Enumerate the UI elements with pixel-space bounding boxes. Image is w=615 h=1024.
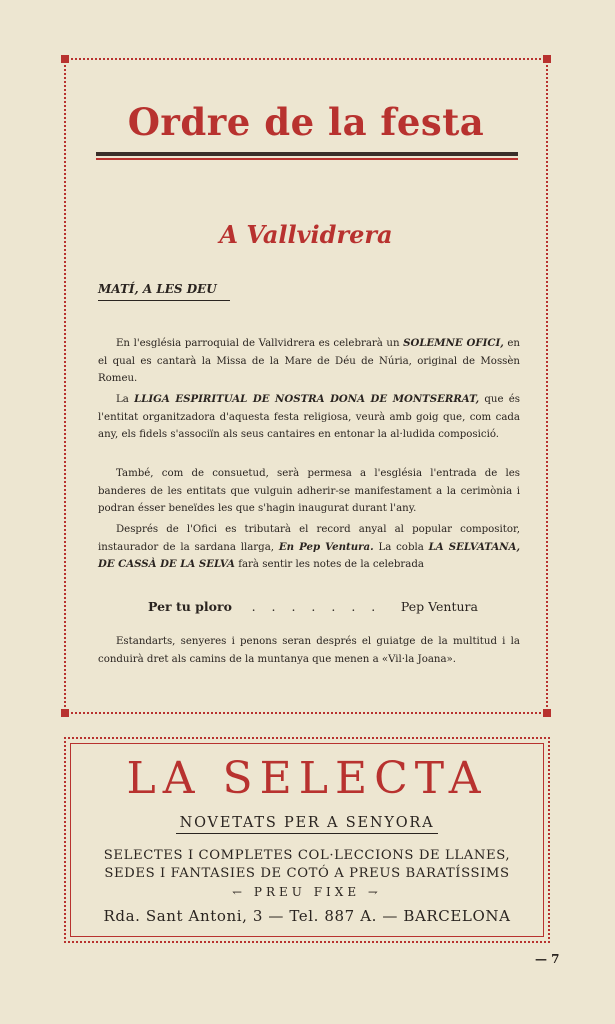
paragraph-procession: Estandarts, senyeres i penons seran després el guiatge de la multitud i la conduirà dret als camins de la muntanya que menen a «Vil·la Joana». xyxy=(98,636,520,665)
music-piece-line xyxy=(148,599,478,614)
ad-store-name: LA SELECTA xyxy=(126,753,488,804)
paragraph-organizer: La LLIGA ESPIRITUAL DE NOSTRA DONA DE MONTSERRAT, que és l'entitat organitzadora d'aquesta festa religiosa, veurà amb goig que, com cada any, els fidels s'associïn als seus cantaires en entonar la al·ludida composició. xyxy=(98,393,521,440)
ad-address: Rda. Sant Antoni, 3 — Tel. 887 A. — BARCELONA xyxy=(103,907,511,925)
location-subtitle: A Vallvidrera xyxy=(219,220,393,249)
title-divider xyxy=(96,152,518,160)
ad-tagline: NOVETATS PER A SENYORA xyxy=(66,815,548,831)
page-title: Ordre de la festa xyxy=(127,100,485,144)
ad-description-line: SELECTES I COMPLETES COL·LECCIONS DE LLANES, xyxy=(103,848,511,863)
program-box xyxy=(64,58,548,714)
leader-dots: . . . . . . . xyxy=(251,599,382,614)
corner-ornament xyxy=(61,55,69,63)
corner-ornament xyxy=(543,55,551,63)
page-number: — 7 xyxy=(535,952,560,966)
ornament-icon: ↽ xyxy=(232,885,254,899)
piece-title: Per tu ploro xyxy=(148,599,232,614)
advertisement-box xyxy=(64,737,550,943)
corner-ornament xyxy=(543,709,551,717)
piece-composer: Pep Ventura xyxy=(400,599,478,614)
ad-description-line: SEDES I FANTASIES DE COTÓ A PREUS BARATÍSSIMS xyxy=(104,866,510,881)
corner-ornament xyxy=(61,709,69,717)
time-heading: MATÍ, A LES DEU xyxy=(98,282,230,301)
paragraph-tribute: Després de l'Ofici es tributarà el record anyal al popular compositor, instaurador de la sardana llarga, En Pep Ventura. La cobla LA SELVATANA, DE CASSÀ DE LA SELVA farà sentir les notes de la celebrada xyxy=(98,524,520,570)
ornament-icon: ⇁ xyxy=(360,885,382,899)
paragraph-banners: També, com de consuetud, serà permesa a l'església l'entrada de les banderes de les entitats que vulguin adherir-se manifestament a la cerimònia i podran ésser beneïdes les que s'hagin inaugurat durant l'any. xyxy=(98,468,520,514)
ad-price-note: ↽ PREU FIXE ⇁ xyxy=(232,885,382,899)
paragraph-mass: En l'església parroquial de Vallvidrera es celebrarà un SOLEMNE OFICI, en el qual es cantarà la Missa de la Mare de Déu de Núria, original de Mossèn Romeu. xyxy=(98,337,520,384)
